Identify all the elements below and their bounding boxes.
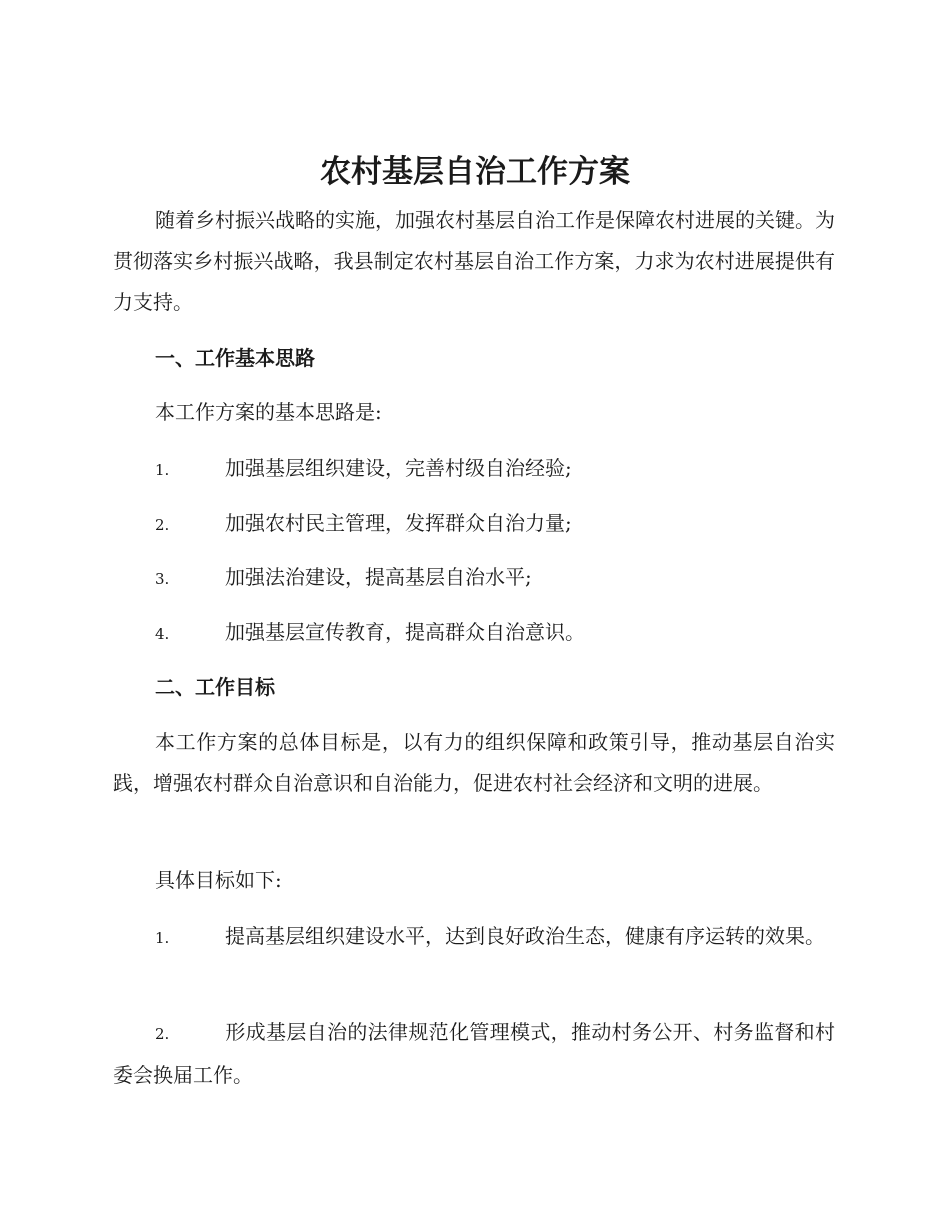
section2-body: 本工作方案的总体目标是，以有力的组织保障和政策引导，推动基层自治实践，增强农村群众自治意识和自治能力，促进农村社会经济和文明的进展。 [113,730,835,795]
list-item [155,503,835,546]
list-text: 加强基层组织建设，完善村级自治经验; [225,456,572,480]
list-item [113,916,835,959]
list-text: 加强农村民主管理，发挥群众自治力量; [225,511,572,535]
list-item [113,1012,835,1096]
section1-lead: 本工作方案的基本思路是: [155,400,382,424]
list-number: 3. [155,570,170,588]
list-item [155,448,835,491]
section2-lead: 具体目标如下: [155,868,282,892]
list-number: 1. [155,461,170,479]
list-number: 2. [155,1025,170,1043]
list-item [155,612,835,655]
list-number: 1. [155,929,170,947]
document-title: 农村基层自治工作方案 [320,154,630,190]
list-number: 2. [155,516,170,534]
intro-paragraph: 随着乡村振兴战略的实施，加强农村基层自治工作是保障农村进展的关键。为贯彻落实乡村振兴战略，我县制定农村基层自治工作方案，力求为农村进展提供有力支持。 [113,208,835,314]
section-heading-1: 一、工作基本思路 [155,346,315,370]
list-text: 加强基层宣传教育，提高群众自治意识。 [225,620,585,644]
list-text: 提高基层组织建设水平，达到良好政治生态，健康有序运转的效果。 [225,924,825,948]
list-text: 形成基层自治的法律规范化管理模式，推动村务公开、村务监督和村委会换届工作。 [113,1020,835,1087]
list-item [155,557,835,600]
list-text: 加强法治建设，提高基层自治水平; [225,565,532,589]
section-heading-2: 二、工作目标 [155,675,275,699]
list-number: 4. [155,625,170,643]
